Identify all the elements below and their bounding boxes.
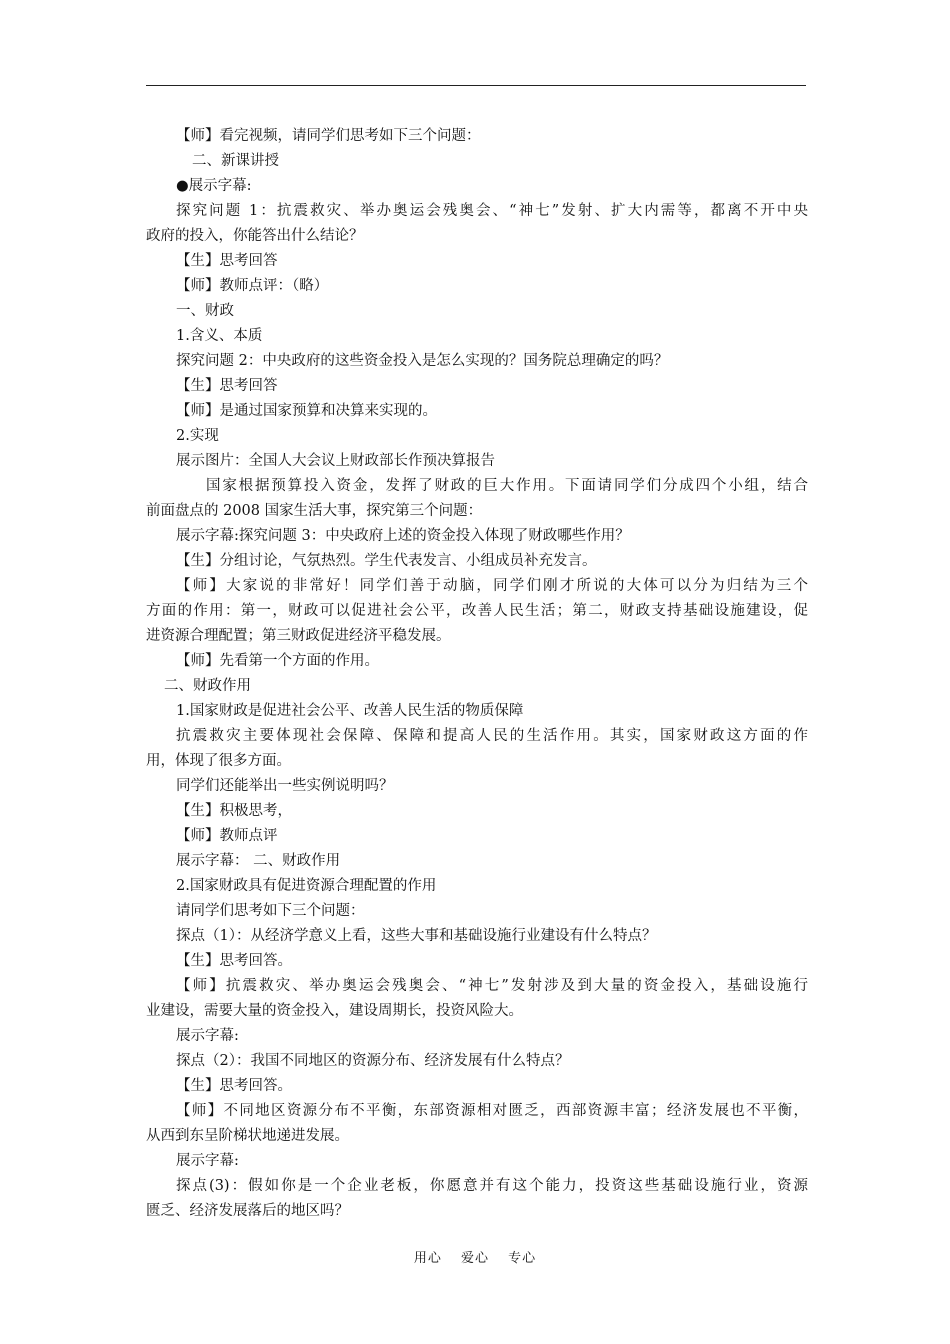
section-heading: 二、新课讲授 <box>192 153 279 169</box>
subsection-heading: 2.国家财政具有促进资源合理配置的作用 <box>176 878 437 894</box>
text-line: 【师】是通过国家预算和决算来实现的。 <box>176 403 437 419</box>
text-line: 方面的作用：第一，财政可以促进社会公平，改善人民生活；第二，财政支持基础设施建设，促 <box>146 603 808 619</box>
text-line: 【生】思考回答。 <box>176 1078 292 1094</box>
subsection-heading: 2.实现 <box>176 428 219 444</box>
text-line: 国家根据预算投入资金，发挥了财政的巨大作用。下面请同学们分成四个小组，结合 <box>206 478 808 494</box>
text-line: 【师】教师点评 <box>176 828 278 844</box>
text-line: 【师】大家说的非常好！同学们善于动脑，同学们刚才所说的大体可以分为归结为三个 <box>176 578 808 594</box>
text-line: 抗震救灾主要体现社会保障、保障和提高人民的生活作用。其实，国家财政这方面的作 <box>176 728 808 744</box>
text-line: 【师】抗震救灾、举办奥运会残奥会、“神七”发射涉及到大量的资金投入，基础设施行 <box>176 978 808 994</box>
text-line: 【师】不同地区资源分布不平衡，东部资源相对匮乏，西部资源丰富；经济发展也不平衡， <box>176 1103 808 1119</box>
text-line: 【生】分组讨论，气氛热烈。学生代表发言、小组成员补充发言。 <box>176 553 597 569</box>
text-line: 探点(3)：假如你是一个企业老板，你愿意并有这个能力，投资这些基础设施行业，资源 <box>176 1178 808 1194</box>
text-line: 展示字幕:探究问题 3：中央政府上述的资金投入体现了财政哪些作用？ <box>176 528 630 544</box>
subsection-heading: 1.含义、本质 <box>176 328 263 344</box>
text-line: 【生】积极思考， <box>176 803 292 819</box>
document-body <box>146 124 808 1224</box>
text-line: 展示字幕: <box>176 1028 239 1044</box>
text-line: 业建设，需要大量的资金投入，建设周期长，投资风险大。 <box>146 1003 523 1019</box>
text-line: 展示字幕： 二、财政作用 <box>176 853 341 869</box>
section-heading: 一、财政 <box>176 303 234 319</box>
text-line: 展示图片：全国人大会议上财政部长作预决算报告 <box>176 453 495 469</box>
text-line: 探点（2）：我国不同地区的资源分布、经济发展有什么特点？ <box>176 1053 570 1069</box>
text-line: 【师】看完视频，请同学们思考如下三个问题： <box>176 128 481 144</box>
text-line: 政府的投入，你能答出什么结论？ <box>146 228 364 244</box>
text-line: 【师】先看第一个方面的作用。 <box>176 653 379 669</box>
text-line: ●展示字幕: <box>176 178 252 194</box>
text-line: 同学们还能举出一些实例说明吗？ <box>176 778 394 794</box>
text-line: 【生】思考回答。 <box>176 953 292 969</box>
text-line: 请同学们思考如下三个问题： <box>176 903 365 919</box>
text-line: 用，体现了很多方面。 <box>146 753 291 769</box>
section-heading: 二、财政作用 <box>164 678 251 694</box>
text-line: 展示字幕: <box>176 1153 239 1169</box>
page-footer: 用心 爱心 专心 <box>413 1251 537 1266</box>
text-line: 探究问题 2：中央政府的这些资金投入是怎么实现的？国务院总理确定的吗？ <box>176 353 669 369</box>
text-line: 探究问题 1：抗震救灾、举办奥运会残奥会、“神七”发射、扩大内需等，都离不开中央 <box>176 203 808 219</box>
text-line: 【生】思考回答 <box>176 253 278 269</box>
text-line: 进资源合理配置；第三财政促进经济平稳发展。 <box>146 628 451 644</box>
text-line: 【师】教师点评：（略） <box>176 278 329 294</box>
text-line: 探点（1）：从经济学意义上看，这些大事和基础设施行业建设有什么特点？ <box>176 928 657 944</box>
text-line: 【生】思考回答 <box>176 378 278 394</box>
subsection-heading: 1.国家财政是促进社会公平、改善人民生活的物质保障 <box>176 703 524 719</box>
text-line: 前面盘点的 2008 国家生活大事，探究第三个问题： <box>146 503 483 519</box>
text-line: 匮乏、经济发展落后的地区吗？ <box>146 1203 349 1219</box>
header-rule <box>146 85 806 86</box>
text-line: 从西到东呈阶梯状地递进发展。 <box>146 1128 349 1144</box>
